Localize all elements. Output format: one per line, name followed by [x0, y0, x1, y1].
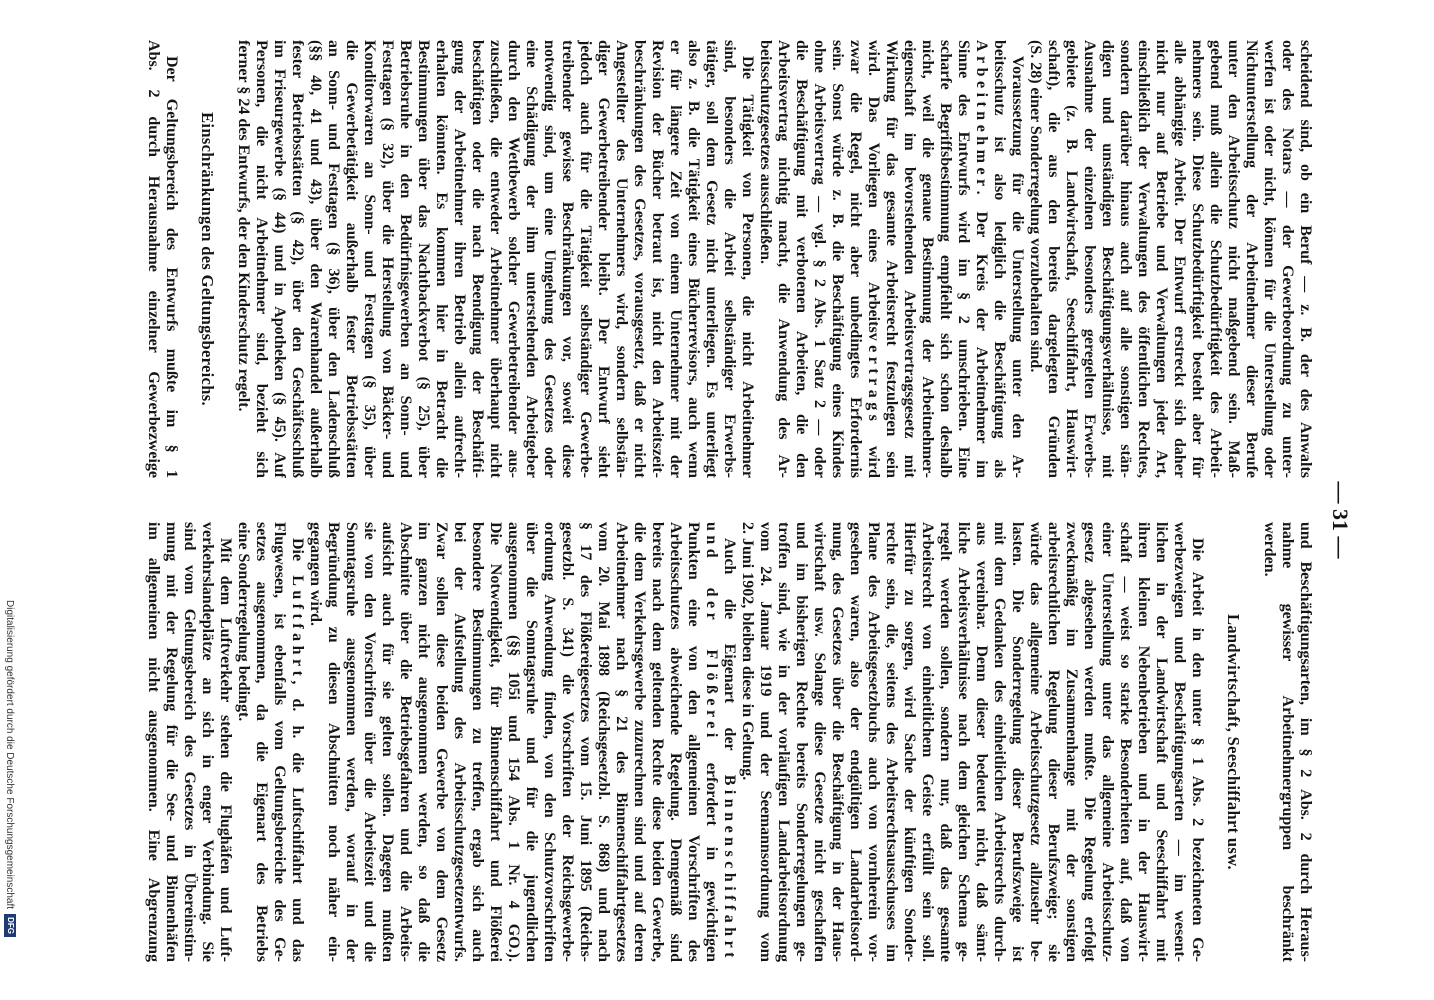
text-line: werden.	[1261, 522, 1278, 577]
text-line: nicht, weil die genaue Bestimmung der Arbeitnehmer-	[919, 40, 936, 478]
text-line: troffen sind, wie in der vorläufigen Landarbeitsordnung	[775, 522, 792, 962]
text-line: durch den Wettbewerb solcher Gewerbetreibender aus-	[505, 40, 522, 478]
section-heading: Landwirtschaft, Seeschiffahrt usw.	[1224, 614, 1243, 870]
text-line: eine Schädigung der ihm unterstehenden Arbeitgeber	[523, 40, 540, 478]
text-line: an Sonn- und Festtagen (§ 36), über den Ladenschluß	[325, 40, 342, 478]
paragraph	[144, 40, 180, 478]
text-line: also z. B. die Tätigkeit eines Bücherrevisors, auch wenn	[685, 40, 702, 478]
text-line: würde das allgemeine Arbeitsschutzgesetz allzusehr be-	[1027, 522, 1044, 962]
paragraph	[144, 522, 234, 962]
text-line: bei der Aufstellung des Arbeitsschutzgesetzentwurfs.	[451, 522, 468, 962]
text-line: die Beschäftigung mit verbotenen Arbeiten, die den	[793, 40, 810, 478]
text-line: besondere Bestimmungen zu treffen, ergab sich auch	[469, 522, 486, 962]
text-line: gesetz abgesehen werden mußte. Die Regelung erfolgt	[1081, 522, 1098, 962]
digitization-stamp	[3, 600, 16, 937]
text-line: beschäftigen oder die nach Beendigung der Beschäfti-	[469, 40, 486, 478]
text-line: setzes ausgenommen, da die Eigenart des Betriebs	[253, 522, 270, 962]
text-line: gebiete (z. B. Landwirtschaft, Seeschiffahrt, Hauswirt-	[1063, 40, 1080, 478]
text-line: einschließlich der Verwaltungen des öffentlichen Rechtes,	[1135, 40, 1152, 478]
text-line: Begründung zu diesen Abschnitten noch näher ein-	[325, 522, 342, 962]
text-line: beitsschutz ist also lediglich die Beschäftigung als	[991, 40, 1008, 478]
text-line: werfen ist oder nicht, können für die Unterstellung oder	[1261, 40, 1278, 478]
page-number: — 31 —	[1328, 481, 1353, 559]
text-line: werbezweigen und Beschäftigungsarten — im wesent-	[1171, 522, 1188, 962]
text-line: eine Sonderregelung bedingt.	[235, 522, 252, 722]
text-line: sind, besonders die Arbeit selbständiger Erwerbs-	[721, 40, 738, 478]
spaced-emphasis: Binnenschiffahrt	[721, 774, 738, 962]
text-line	[702, 522, 720, 962]
text-column-left	[144, 40, 1314, 478]
text-column-right	[144, 522, 1314, 962]
text-line: notwendig sind, um eine Umgehung des Gesetzes oder	[541, 40, 558, 478]
text-line: Revision der Bücher betraut ist, nicht den Arbeitszeit-	[649, 40, 666, 478]
text-line: Bestimmungen über das Nachtbackverbot (§ 25), über	[415, 40, 432, 478]
text-line: im allgemeinen nicht ausgenommen. Eine Abgrenzung	[145, 522, 162, 962]
text-line: zweckmäßig im Zusammenhange mit der sonstigen	[1063, 522, 1080, 962]
text-line: aus vereinbar. Denn dieser bedeutet nicht, daß sämt-	[973, 522, 990, 962]
text-line: sondern darüber hinaus auch auf alle sonstigen stän-	[1117, 40, 1134, 478]
text-line: treibender gewisse Beschränkungen vor, soweit diese	[559, 40, 576, 478]
text-line: verkehrslandeplätze an sich in enger Verbindung. Sie	[199, 522, 216, 962]
text-line: Sinne des Entwurfs wird im § 2 umschrieben. Eine	[955, 40, 972, 478]
text-line: schaft — weist so starke Besonderheiten auf, daß von	[1117, 522, 1134, 962]
text-line: oder des Notars — der Gewerbeordnung zu unter-	[1279, 40, 1296, 478]
section-heading: Einschränkungen des Geltungsbereichs.	[198, 112, 217, 406]
text-line: arbeitsrechtlichen Regelung dieser Berufszweige; sie	[1045, 522, 1062, 962]
spaced-emphasis: vertrags	[865, 332, 882, 426]
text-line: über die Sonntagsruhe und für die jugendlichen	[523, 522, 540, 962]
text-line: sie von den Vorschriften über die Arbeitszeit und die	[361, 522, 378, 962]
text-line: Punkten eine von den allgemeinen Vorschriften des	[685, 522, 702, 962]
text-line: gebend muß allein die Schutzbedürftigkeit des Arbeit-	[1207, 40, 1224, 478]
paragraph	[1026, 40, 1314, 478]
text-segment: wird	[865, 425, 882, 478]
text-line: tätiger, soll dem Gesetz nicht unterliegen. Es unterliegt	[703, 40, 720, 478]
text-line: gung der Arbeitnehmer ihren Betrieb allein aufrecht-	[451, 40, 468, 478]
text-line: rechte sein, die, seitens des Arbeitsrechtsausschusses im	[883, 522, 900, 962]
text-line: ordnung Anwendung finden, von den Schutzvorschriften	[541, 522, 558, 962]
text-line: bereits nach dem geltenden Rechte diese beiden Gewerbe,	[649, 522, 666, 962]
text-segment: Die	[289, 538, 306, 576]
paragraph	[234, 40, 756, 478]
text-line	[288, 522, 306, 962]
text-line	[864, 40, 882, 478]
text-line: ferner § 24 des Entwurfs, der den Kinderschutz regelt.	[235, 40, 252, 412]
spaced-emphasis: Luftfahrt	[289, 575, 306, 681]
text-line: Voraussetzung für die Unterstellung unter den Ar-	[1009, 56, 1026, 478]
text-line: und im bisherigen Rechte bereits Sonderregelungen ge-	[793, 522, 810, 962]
text-line: eigenschaft im bevorstehenden Arbeitsvertragsgesetz mit	[901, 40, 918, 478]
text-line: nahme gewisser Arbeitnehmergruppen beschränkt	[1279, 522, 1296, 962]
text-line: Festtagen (§ 32), über die Herstellung von Bäcker- und	[379, 40, 396, 478]
text-line: gegangen wird.	[307, 522, 324, 626]
text-line	[720, 522, 738, 962]
text-line: Abs. 2 durch Herausnahme einzelner Gewerbezweige	[145, 40, 162, 478]
text-line: Betriebsruhe in den Bedürfnisgewerben an Sonn- und	[397, 40, 414, 478]
text-line: Flugwesen, ist ebenfalls vom Geltungsbereiche des Ge-	[271, 522, 288, 962]
text-line: einer Unterstellung unter das allgemeine Arbeitsschutz-	[1099, 522, 1116, 962]
text-line: aufsicht auch für sie gelten sollen. Dagegen mußten	[379, 522, 396, 962]
text-line: Angestellter des Unternehmers wird, sondern selbstän-	[613, 40, 630, 478]
text-line: diger Gewerbetreibender bleibt. Der Entwurf sieht	[595, 40, 612, 478]
text-line: Plane des Arbeitsgesetzbuchs auch von vornherein vor-	[865, 522, 882, 962]
text-line: beitsschutzgesetzes ausschließen.	[757, 40, 774, 264]
text-segment: , d. h. die Luftschiffahrt und das	[289, 680, 306, 962]
text-line: er für längere Zeit von einem Unternehmer mit der	[667, 40, 684, 478]
text-line: Personen, die nicht Arbeitnehmer sind, bezieht sich	[253, 40, 270, 478]
text-line: liche Arbeitsverhältnisse nach dem gleichen Schema ge-	[955, 522, 972, 962]
text-line: wirtschaft usw. Solange diese Gesetze nicht geschaffen	[811, 522, 828, 962]
text-line: die Gewerbetätigkeit außerhalb fester Betriebsstätten	[343, 40, 360, 478]
paragraph	[234, 522, 306, 962]
text-segment: erfordert in gewichtigen	[703, 741, 720, 962]
text-line: im Friseurgewerbe (§ 44) und in Apotheken (§ 45). Auf	[271, 40, 288, 478]
paragraph	[306, 522, 738, 962]
text-line: § 17 des Flößereigesetzes vom 15. Juni 1895 (Reichs-	[577, 522, 594, 962]
text-line: Arbeitsschutzes abweichende Regelung. Demgemäß sind	[667, 522, 684, 962]
text-line: Konditorwaren an Sonn- und Festtagen (§ 35), über	[361, 40, 378, 478]
text-line: regelt werden sollen, sondern nur, daß das gesamte	[937, 522, 954, 962]
text-line: Arbeitnehmer nach § 21 des Binnenschiffahrtgesetzes	[613, 522, 630, 962]
text-line: mung mit der Regelung für die See- und Binnenhäfen	[163, 522, 180, 962]
text-line: digen und unständigen Beschäftigungsverhältnisse, mit	[1099, 40, 1116, 478]
spaced-emphasis: Arbeitnehmer	[973, 40, 990, 191]
text-line: jedoch auch für die Tätigkeit selbständiger Gewerbe-	[577, 40, 594, 478]
text-line: scharfe Begriffsbestimmung empfiehlt sich schon deshalb	[937, 40, 954, 478]
text-line: Der Geltungsbereich des Entwurfs mußte im § 1	[163, 56, 180, 478]
text-line: zwar die Regel, nicht aber unbedingtes Erfordernis	[847, 40, 864, 478]
paragraph	[738, 522, 1206, 962]
spaced-emphasis: und der Flößerei	[703, 522, 720, 742]
text-line: vom 20. Mai 1898 (Reichsgesetzbl. S. 868) und nach	[595, 522, 612, 962]
text-line: Die Tätigkeit von Personen, die nicht Arbeitnehmer	[739, 56, 756, 478]
paragraph	[756, 40, 1026, 478]
text-line: Ausnahme der einzelnen besonders geregelten Erwerbs-	[1081, 40, 1098, 478]
text-line: gesetzbl. S. 341) die Vorschriften der Reichsgewerbe-	[559, 522, 576, 962]
text-line: scheidend sind, ob ein Beruf — z. B. der des Anwalts	[1297, 40, 1314, 478]
text-line: lichen in der Landwirtschaft und Seeschiffahrt mit	[1153, 522, 1170, 962]
text-line: erhalten könnten. Es kommen hier in Betracht die	[433, 40, 450, 478]
text-line: vom 24. Januar 1919 und der Seemannsordnung vom	[757, 522, 774, 962]
text-line: mit dem Gedanken des einheitlichen Arbeitsrechts durch-	[991, 522, 1008, 962]
text-line: sein. Sonst würde z. B. die Beschäftigung eines Kindes	[829, 40, 846, 478]
text-line: ihren kleinen Nebenbetrieben und in der Hauswirt-	[1135, 522, 1152, 962]
text-line: unter den Arbeitsschutz nicht maßgebend sein. Maß-	[1225, 40, 1242, 478]
text-line: Die Arbeit in den unter § 1 Abs. 2 bezeichneten Ge-	[1189, 538, 1206, 962]
text-line: sind vom Geltungsbereich des Gesetzes in Übereinstim-	[181, 522, 198, 962]
text-line: Wirkung für das gesamte Arbeitsrecht festzulegen sein	[883, 40, 900, 478]
text-line: im ganzen nicht ausgenommen werden, so daß die	[415, 522, 432, 962]
dfg-logo: DFG	[4, 914, 16, 937]
text-line: schaft), die aus den bereits dargelegten Gründen	[1045, 40, 1062, 478]
text-segment: Auch die Eigenart der	[721, 538, 738, 775]
text-line: Die Notwendigkeit, für Binnenschiffahrt und Flößerei	[487, 522, 504, 962]
text-line: nung, des Gesetzes über die Beschäftigung in der Haus-	[829, 522, 846, 962]
text-line: lasten. Die Sonderregelung dieser Berufszweige ist	[1009, 522, 1026, 962]
text-line: Mit dem Luftverkehr stehen die Flughäfen und Luft-	[217, 538, 234, 962]
text-segment: wird. Das Vorliegen eines Arbeits	[865, 40, 882, 333]
text-line: alle abhängige Arbeit. Der Entwurf erstreckt sich daher	[1171, 40, 1188, 478]
text-line: Sonntagsruhe ausgenommen werden, worauf in der	[343, 522, 360, 962]
text-line: fester Betriebsstätten (§ 42), über den Geschäftsschluß	[289, 40, 306, 478]
text-line: ohne Arbeitsvertrag — vgl. § 2 Abs. 1 Satz 2 — oder	[811, 40, 828, 478]
text-line: (§§ 40, 41 und 43), über den Warenhandel außerhalb	[307, 40, 324, 478]
text-line: (S. 28) einer Sonderregelung vorzubehalten sind.	[1027, 40, 1044, 373]
text-line	[972, 40, 990, 478]
text-line: Arbeitsvertrag nichtig macht, die Anwendung des Ar-	[775, 40, 792, 478]
text-line: Nichtunterstellung der Arbeitnehmer dieser Berufe	[1243, 40, 1260, 478]
text-line: ausgenommen (§§ 105i und 154 Abs. 1 Nr. 4 GO.).	[505, 522, 522, 962]
paragraph	[1260, 522, 1314, 962]
text-line: beschränkungen des Gesetzes, vorausgesetzt, daß er nicht	[631, 40, 648, 478]
text-line: 2. Juni 1902, bleiben diese in Geltung.	[739, 522, 756, 781]
text-line: Arbeitsrecht von einheitlichem Geiste erfüllt sein soll.	[919, 522, 936, 962]
text-line: Abschnitte über die Betriebsgefahren und die Arbeits-	[397, 522, 414, 962]
text-line: zuschließen, die entweder Arbeitnehmer überhaupt nicht	[487, 40, 504, 478]
stamp-text: Digitalisierung gefördert durch die Deutsche Forschungsgemeinschaft	[4, 600, 15, 910]
text-line: nehmers sein. Diese Schutzbedürftigkeit besteht aber für	[1189, 40, 1206, 478]
text-line: gesehen waren, also der endgültigen Landarbeitsord-	[847, 522, 864, 962]
text-line: Hierfür zu sorgen, wird Sache der künftigen Sonder-	[901, 522, 918, 962]
text-line: Zwar sollen diese beiden Gewerbe von dem Gesetz	[433, 522, 450, 962]
text-line: nicht nur auf Betriebe und Verwaltungen jeder Art,	[1153, 40, 1170, 478]
text-line: und Beschäftigungsarten, im § 2 Abs. 2 durch Heraus-	[1297, 522, 1314, 962]
text-line: die dem Verkehrsgewerbe zuzurechnen sind und auf deren	[631, 522, 648, 962]
text-segment: . Der Kreis der Arbeitnehmer im	[973, 190, 990, 478]
